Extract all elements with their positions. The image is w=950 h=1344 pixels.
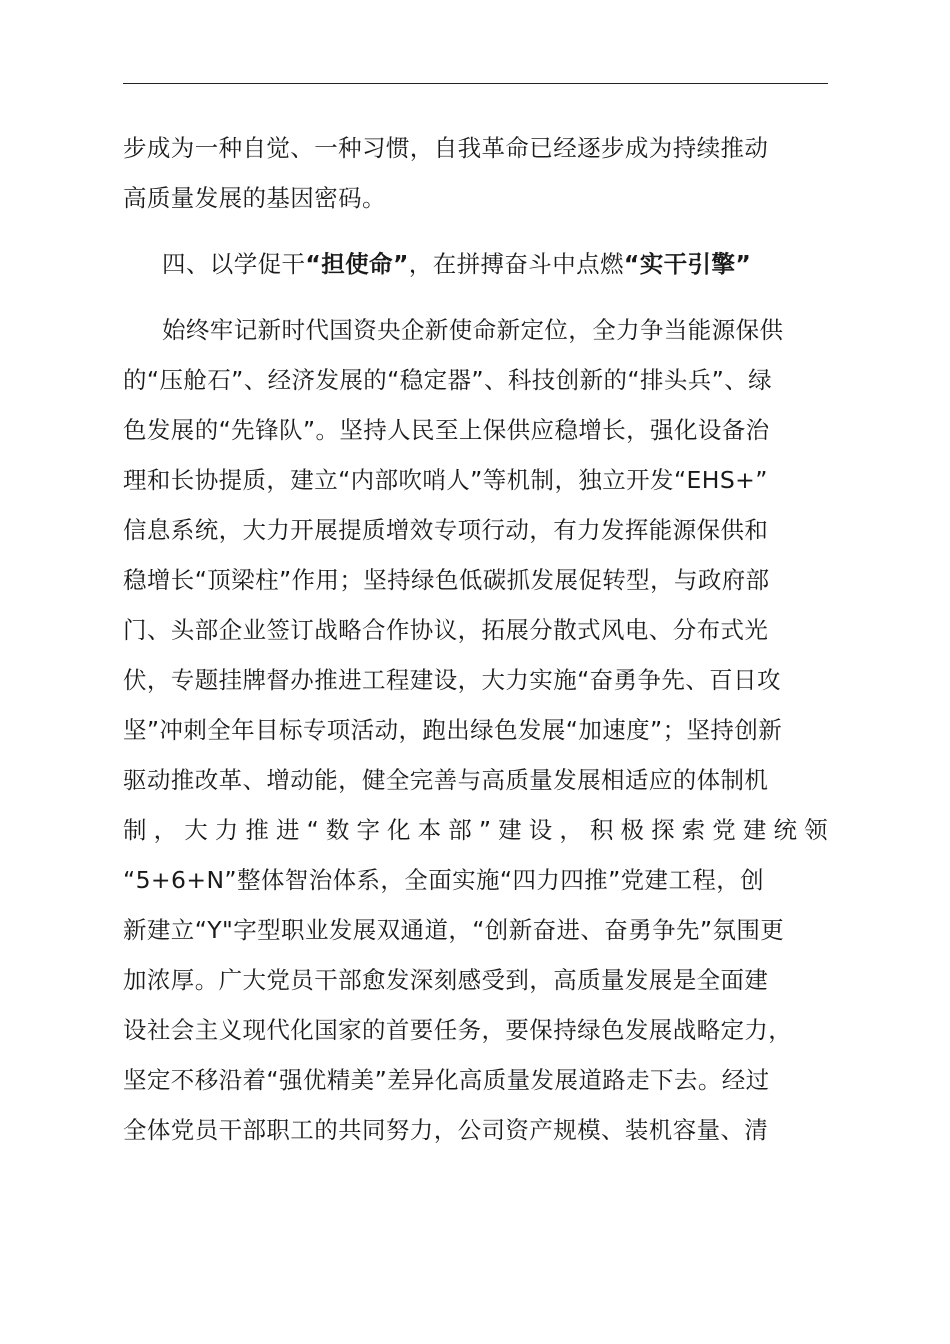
body-paragraph xyxy=(123,305,828,1155)
heading-quote: “担使命” xyxy=(305,250,409,278)
paragraph-line: 设社会主义现代化国家的首要任务，要保持绿色发展战略定力， xyxy=(123,1016,793,1044)
paragraph-line: 的“压舱石”、经济发展的“稳定器”、科技创新的“排头兵”、绿 xyxy=(123,366,773,394)
paragraph-line: 制，大力推进“数字化本部”建设，积极探索党建统领 xyxy=(123,816,828,844)
paragraph-line: 门、头部企业签订战略合作协议，拓展分散式风电、分布式光 xyxy=(123,616,769,644)
paragraph-line: 色发展的“先锋队”。坚持人民至上保供应稳增长，强化设备治 xyxy=(123,416,770,444)
paragraph-line: 驱动推改革、增动能，健全完善与高质量发展相适应的体制机 xyxy=(123,766,769,794)
paragraph-line: 理和长协提质，建立“内部吹哨人”等机制，独立开发“EHS+” xyxy=(123,466,768,494)
heading-part: 四、以学促干 xyxy=(162,250,306,278)
heading-part: ，在拼搏奋斗中点燃 xyxy=(408,250,624,278)
paragraph-line: 坚定不移沿着“强优精美”差异化高质量发展道路走下去。经过 xyxy=(123,1066,770,1094)
continuation-paragraph xyxy=(123,123,828,223)
paragraph-line: 信息系统，大力开展提质增效专项行动，有力发挥能源保供和 xyxy=(123,516,769,544)
paragraph-line: 步成为一种自觉、一种习惯，自我革命已经逐步成为持续推动 xyxy=(123,134,769,162)
heading-quote: “实干引擎” xyxy=(623,250,752,278)
paragraph-line: 始终牢记新时代国资央企新使命新定位，全力争当能源保供 xyxy=(162,316,784,344)
paragraph-line: 全体党员干部职工的共同努力，公司资产规模、装机容量、清 xyxy=(123,1116,769,1144)
paragraph-line: “5+6+N”整体智治体系，全面实施“四力四推”党建工程，创 xyxy=(123,866,765,894)
paragraph-line: 加浓厚。广大党员干部愈发深刻感受到，高质量发展是全面建 xyxy=(123,966,769,994)
paragraph-line: 新建立“Y"字型职业发展双通道，“创新奋进、奋勇争先”氛围更 xyxy=(123,916,785,944)
paragraph-line: 伏，专题挂牌督办推进工程建设，大力实施“奋勇争先、百日攻 xyxy=(123,666,781,694)
paragraph-line: 高质量发展的基因密码。 xyxy=(123,184,386,212)
paragraph-line: 坚”冲刺全年目标专项活动，跑出绿色发展“加速度”；坚持创新 xyxy=(123,716,783,744)
paragraph-line: 稳增长“顶梁柱”作用；坚持绿色低碳抓发展促转型，与政府部 xyxy=(123,566,770,594)
section-heading xyxy=(162,239,828,289)
header-rule xyxy=(123,83,828,84)
